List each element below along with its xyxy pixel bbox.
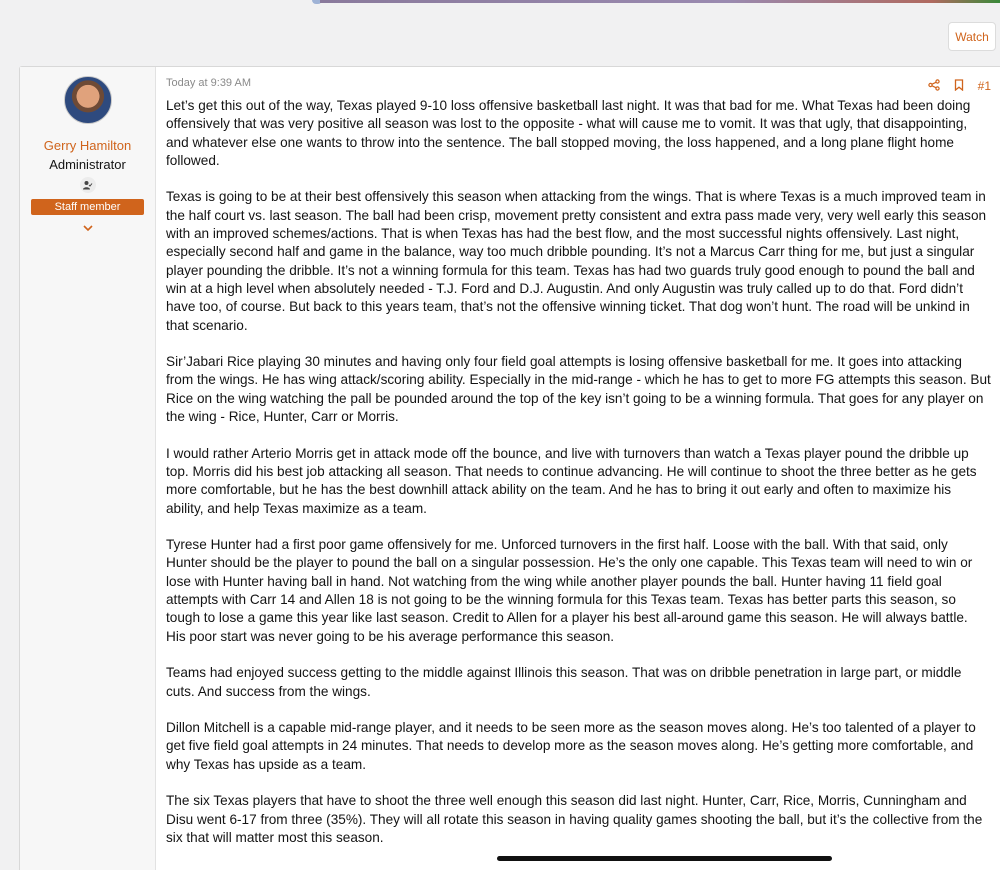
person-check-icon (82, 180, 93, 191)
user-sidebar (20, 67, 156, 870)
post-paragraph: Tyrese Hunter had a first poor game offensively for me. Unforced turnovers in the first half. Loose with the ball. With that said, only Hunter should be the player to pound the ball on a singular possession. He’s the only one capable. This Texas team will need to win or lose with Hunter having ball in hand. Not watching from the wing while another player pounds the ball. Hunter having 11 field goal attempts with Carr 14 and Allen 18 is not going to be the winning formula for this Texas team. Texas has better parts this season, so tough to lose a game this year like last season. Credit to Allen for a player his best all-around game this season. He will always battle. His poor start was never going to be his average performance this season. (166, 537, 973, 644)
staff-badge: Staff member (31, 199, 144, 215)
post-paragraph: I would rather Arterio Morris get in attack mode off the bounce, and live with turnovers than watch a Texas player pound the dribble up top. Morris did his best job attacking all season. That needs to continue advancing. He will continue to shoot the three better as he gets more comfortable, but he has the best downhill attack ability on the team. And he has to bring it out early and often to maximize his ability, and help Texas maximize as a team. (166, 445, 977, 516)
message-body (166, 97, 991, 847)
post-number[interactable]: #1 (977, 79, 991, 93)
watch-button[interactable]: Watch (948, 22, 996, 51)
post-timestamp[interactable]: Today at 9:39 AM (166, 77, 251, 89)
post-paragraph: The six Texas players that have to shoot the three well enough this season did last night. Hunter, Carr, Rice, Morris, Cunningham and Disu went 6-17 from three (35%). They will all rotate this season in having quality games shooting the ball, but it’s the collective from the six that will matter most this season. (166, 793, 983, 845)
post-meta (166, 77, 991, 95)
post-actions (914, 77, 991, 95)
bookmark-icon[interactable] (954, 79, 964, 94)
post-paragraph: Let’s get this out of the way, Texas played 9-10 loss offensive basketball last night. It was that bad for me. What Texas had been doing offensively that was very positive all season was lost to the opposite - what will cause me to vomit. It was that ugly, that disappointing, and whatever else one wants to throw into the sentence. The ball stopped moving, the loss happened, and a long plane flight home followed. (166, 98, 971, 168)
message-column (156, 67, 1000, 870)
user-badge-icon (80, 177, 96, 193)
avatar[interactable] (64, 76, 112, 124)
post-paragraph: Sir’Jabari Rice playing 30 minutes and having only four field goal attempts is losing offensive basketball for me. It goes into attacking from the wings. He has wing attack/scoring ability. Especially in the mid-range - which he has to get to more FG attempts this season. But Rice on the wing watching the pall be pounded around the top of the key isn’t going to be a winning formula. That goes for any player on the wing - Rice, Hunter, Carr or Morris. (166, 354, 991, 425)
post (19, 66, 1000, 870)
post-paragraph: Texas is going to be at their best offensively this season when attacking from the wings. That is where Texas is a much improved team in the half court vs. last season. The ball had been crisp, movement pretty consistent and extra pass made very, very well early this season with an improved schemes/actions. That is when Texas has had the best flow, and the most successful nights offensively. Last night, especially second half and game in the balance, way too much dribble pounding. It’s not a Marcus Carr thing for me, but just a singular player pounding the dribble. It’s not a winning formula for this team. Texas has had two guards truly good enough to pound the ball and win at a high level when absolutely needed - T.J. Ford and D.J. Augustin. And only Augustin was truly called up to do that. Ford didn’t have too, of course. But back to this years team, that’s not the offensive winning ticket. That dog won’t hunt. The road will be unkind in that scenario. (166, 189, 987, 333)
home-indicator (497, 856, 832, 861)
chevron-down-icon[interactable] (83, 223, 93, 235)
username[interactable]: Gerry Hamilton (43, 138, 132, 153)
post-paragraph: Teams had enjoyed success getting to the middle against Illinois this season. That was on dribble penetration in large part, or middle cuts. And success from the wings. (166, 665, 962, 699)
user-title: Administrator (49, 157, 126, 172)
banner-strip (320, 0, 1000, 3)
post-paragraph: Dillon Mitchell is a capable mid-range player, and it needs to be seen more as the season moves along. He’s too talented of a player to get five field goal attempts in 24 minutes. That needs to develop more as the season moves along. He’s getting more comfortable, and why Texas has upside as a team. (166, 720, 976, 772)
share-icon[interactable] (928, 79, 940, 94)
